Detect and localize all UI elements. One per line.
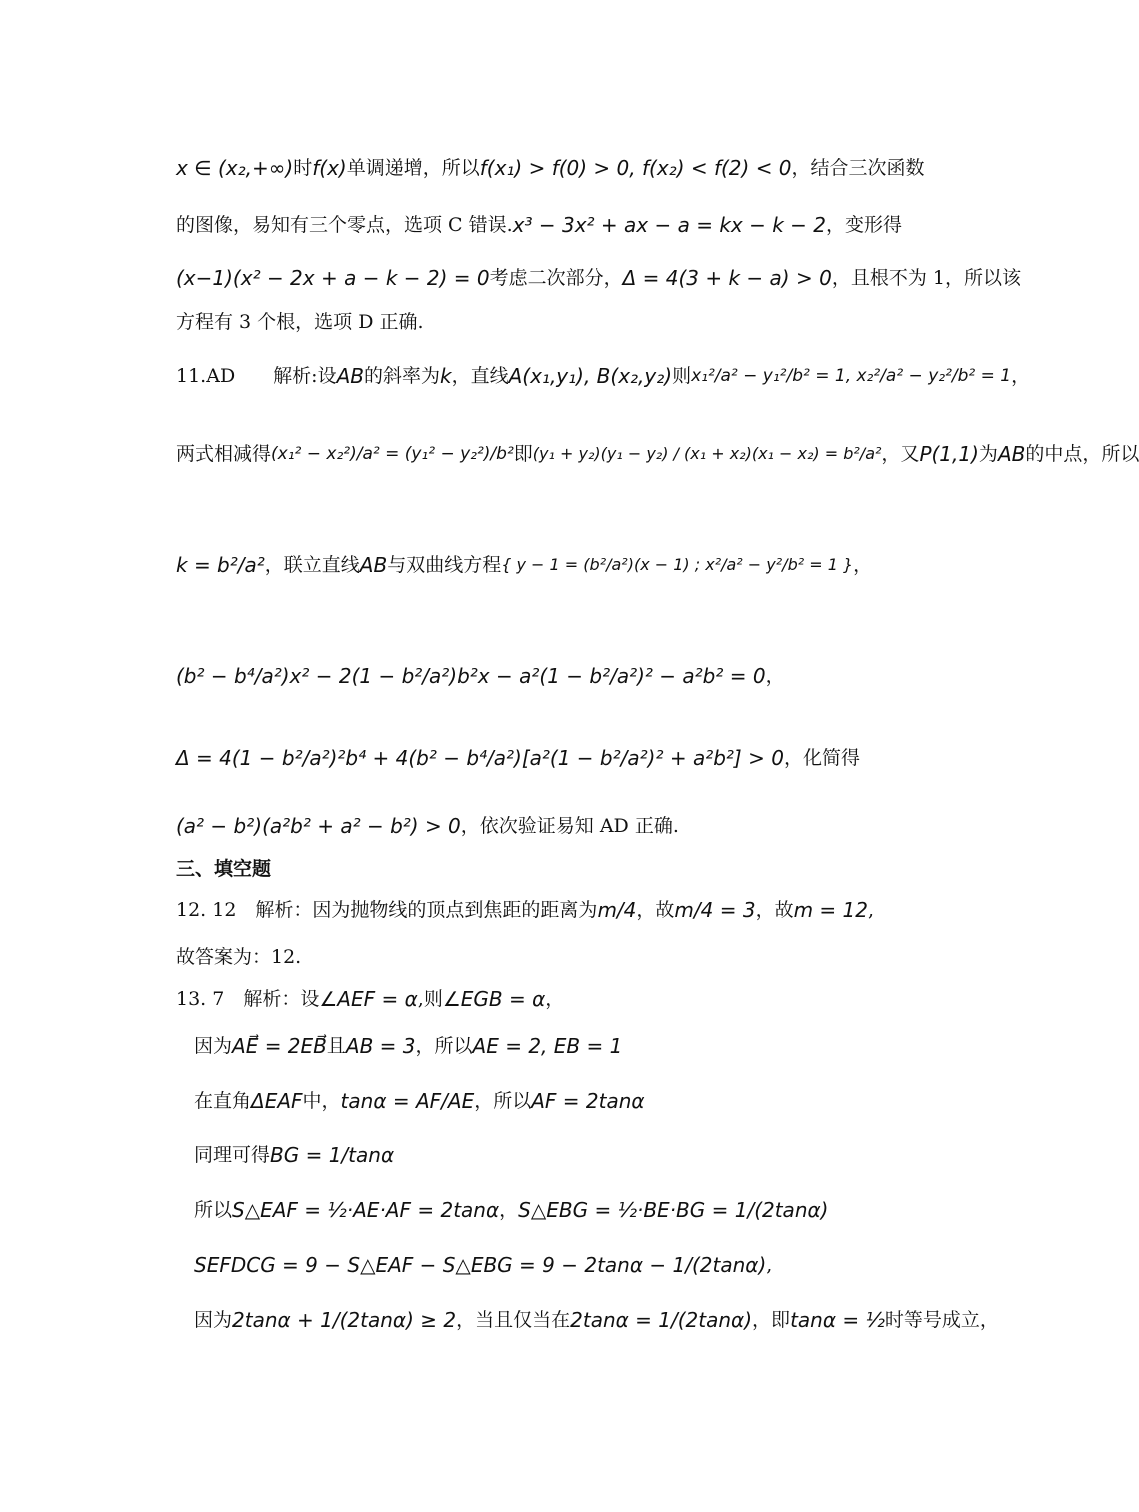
text-span: ，故: [636, 898, 675, 921]
text-span: ，: [545, 987, 565, 1010]
section-heading: [176, 857, 906, 882]
text-line-14: [176, 986, 906, 1012]
text-span: 12. 12 解析：因为抛物线的顶点到焦距的距离为: [176, 898, 598, 921]
text-span: 13. 7 解析：设: [176, 987, 320, 1010]
math-expr: ∠EGB = α: [442, 987, 546, 1011]
text-span: 为: [978, 442, 998, 465]
text-span: ,: [766, 1253, 773, 1276]
text-span: 故答案为：12.: [176, 946, 302, 968]
text-line-4: [176, 310, 906, 335]
math-expr: A(x₁,y₁), B(x₂,y₂): [508, 364, 673, 388]
math-expr: AB: [336, 364, 364, 388]
text-span: 即: [513, 442, 533, 465]
math-expr: x₁²/a² − y₁²/b² = 1, x₂²/a² − y₂²/b² = 1: [691, 365, 1012, 386]
text-span: ,则: [417, 987, 443, 1010]
text-span: ，结合三次函数: [791, 156, 925, 179]
math-expr: Δ = 4(1 − b²/a²)²b⁴ + 4(b² − b⁴/a²)[a²(1 − b²/a²)² + a²b²] > 0: [176, 746, 784, 770]
text-line-5: [176, 363, 1031, 389]
text-line-12: [176, 897, 906, 923]
text-span: 在直角: [194, 1089, 252, 1112]
math-expr: (b² − b⁴/a²)x² − 2(1 − b²/a²)b²x − a²(1 − b²/a²)² − a²b² = 0: [176, 664, 766, 688]
text-span: 所以: [194, 1198, 233, 1221]
text-line-2: [176, 212, 906, 238]
text-span: 则: [672, 364, 692, 387]
text-span: 方程有 3 个根，选项 D 正确.: [176, 311, 424, 333]
text-line-6: [176, 441, 1139, 467]
math-expr: S△EBG = ½·BE·BG = 1/(2tanα): [518, 1198, 829, 1222]
math-expr: k: [440, 364, 452, 388]
text-span: ，联立直线: [264, 553, 360, 576]
text-line-3: [176, 265, 1021, 291]
text-span: 的中点，所以: [1025, 442, 1139, 465]
math-expr: (x−1)(x² − 2x + a − k − 2) = 0: [176, 266, 490, 290]
text-span: ,: [867, 898, 875, 921]
text-span: 单调递增，所以: [346, 156, 480, 179]
text-line-15: [194, 1033, 924, 1059]
math-expr: (a² − b²)(a²b² + a² − b²) > 0: [176, 814, 461, 838]
text-span: 的斜率为: [363, 364, 440, 387]
text-span: ，依次验证易知 AD 正确.: [460, 814, 679, 837]
text-span: ，化简得: [783, 746, 860, 769]
math-expr: AB: [359, 553, 388, 577]
math-expr: AE = 2, EB = 1: [472, 1034, 623, 1058]
math-expr: S△EAF = ½·AE·AF = 2tanα: [232, 1198, 500, 1222]
math-expr: 2tanα + 1/(2tanα) ≥ 2: [232, 1308, 457, 1332]
text-span: 的图像，易知有三个零点，选项 C 错误.: [176, 213, 513, 236]
text-line-17: [194, 1142, 924, 1168]
text-span: 同理可得: [194, 1143, 271, 1166]
math-expr: AB = 3: [345, 1034, 416, 1058]
text-line-18: [194, 1197, 924, 1223]
math-expr: BG = 1/tanα: [270, 1143, 395, 1167]
math-expr: AB: [997, 442, 1026, 466]
text-line-10: [176, 813, 906, 839]
math-expr: 2tanα = 1/(2tanα): [570, 1308, 753, 1332]
text-span: 与双曲线方程: [387, 553, 502, 576]
text-span: ，所以: [415, 1034, 473, 1057]
text-line-7: [176, 552, 906, 578]
math-expr: k = b²/a²: [176, 553, 265, 577]
text-span: ，: [853, 553, 873, 576]
math-expr: P(1,1): [919, 442, 979, 466]
math-expr: f(x): [312, 156, 347, 180]
math-expr: Δ = 4(3 + k − a) > 0: [622, 266, 832, 290]
text-span: ，且根不为 1，所以该: [831, 266, 1021, 289]
text-span: ，: [499, 1198, 519, 1221]
text-span: 时等号成立，: [884, 1308, 999, 1331]
text-span: 因为: [194, 1308, 233, 1331]
math-expr: (x₁² − x₂²)/a² = (y₁² − y₂²)/b²: [271, 443, 514, 464]
math-expr: ∠AEF = α: [319, 987, 418, 1011]
text-line-16: [194, 1088, 924, 1114]
text-line-19: [194, 1252, 924, 1278]
text-line-20: [194, 1307, 999, 1333]
text-span: ，故: [755, 898, 794, 921]
text-span: ，变形得: [826, 213, 903, 236]
math-expr: f(x₁) > f(0) > 0, f(x₂) < f(2) < 0: [479, 156, 792, 180]
math-expr: ΔEAF: [251, 1089, 303, 1113]
math-expr: x³ − 3x² + ax − a = kx − k − 2: [512, 213, 827, 237]
text-line-1: [176, 155, 925, 181]
text-line-9: [176, 745, 906, 771]
text-span: 因为: [194, 1034, 233, 1057]
text-span: ，直线: [451, 364, 509, 387]
math-expr: SEFDCG = 9 − S△EAF − S△EBG = 9 − 2tanα − 1/(2tanα): [194, 1253, 767, 1277]
math-expr: AE⃗ = 2EB⃗: [232, 1034, 327, 1058]
text-span: 考虑二次部分，: [489, 266, 623, 289]
math-expr: tanα = ½: [790, 1308, 885, 1332]
math-expr: x ∈ (x₂,+∞): [176, 156, 294, 180]
text-line-13: [176, 945, 906, 970]
text-span: ，: [1011, 364, 1031, 387]
math-expr: m/4: [597, 898, 637, 922]
text-span: 两式相减得: [176, 442, 272, 465]
text-span: 三、填空题: [176, 858, 272, 880]
text-span: 中，: [302, 1089, 341, 1112]
text-span: ，当且仅当在: [456, 1308, 571, 1331]
math-expr: m/4 = 3: [674, 898, 756, 922]
text-span: 且: [326, 1034, 346, 1057]
math-expr: (y₁ + y₂)(y₁ − y₂) / (x₁ + x₂)(x₁ − x₂) = b²/a²: [532, 443, 882, 463]
math-expr: { y − 1 = (b²/a²)(x − 1) ; x²/a² − y²/b² = 1 }: [501, 554, 854, 574]
text-span: 时: [293, 156, 313, 179]
text-line-8: [176, 663, 906, 689]
text-span: 11.AD 解析:设: [176, 364, 337, 387]
math-expr: m = 12: [793, 898, 868, 922]
text-span: ，: [765, 664, 785, 687]
math-expr: tanα = AF/AE: [340, 1089, 475, 1113]
math-expr: AF = 2tanα: [531, 1089, 645, 1113]
text-span: ，所以: [474, 1089, 532, 1112]
text-span: ，即: [752, 1308, 791, 1331]
text-span: ，又: [881, 442, 920, 465]
